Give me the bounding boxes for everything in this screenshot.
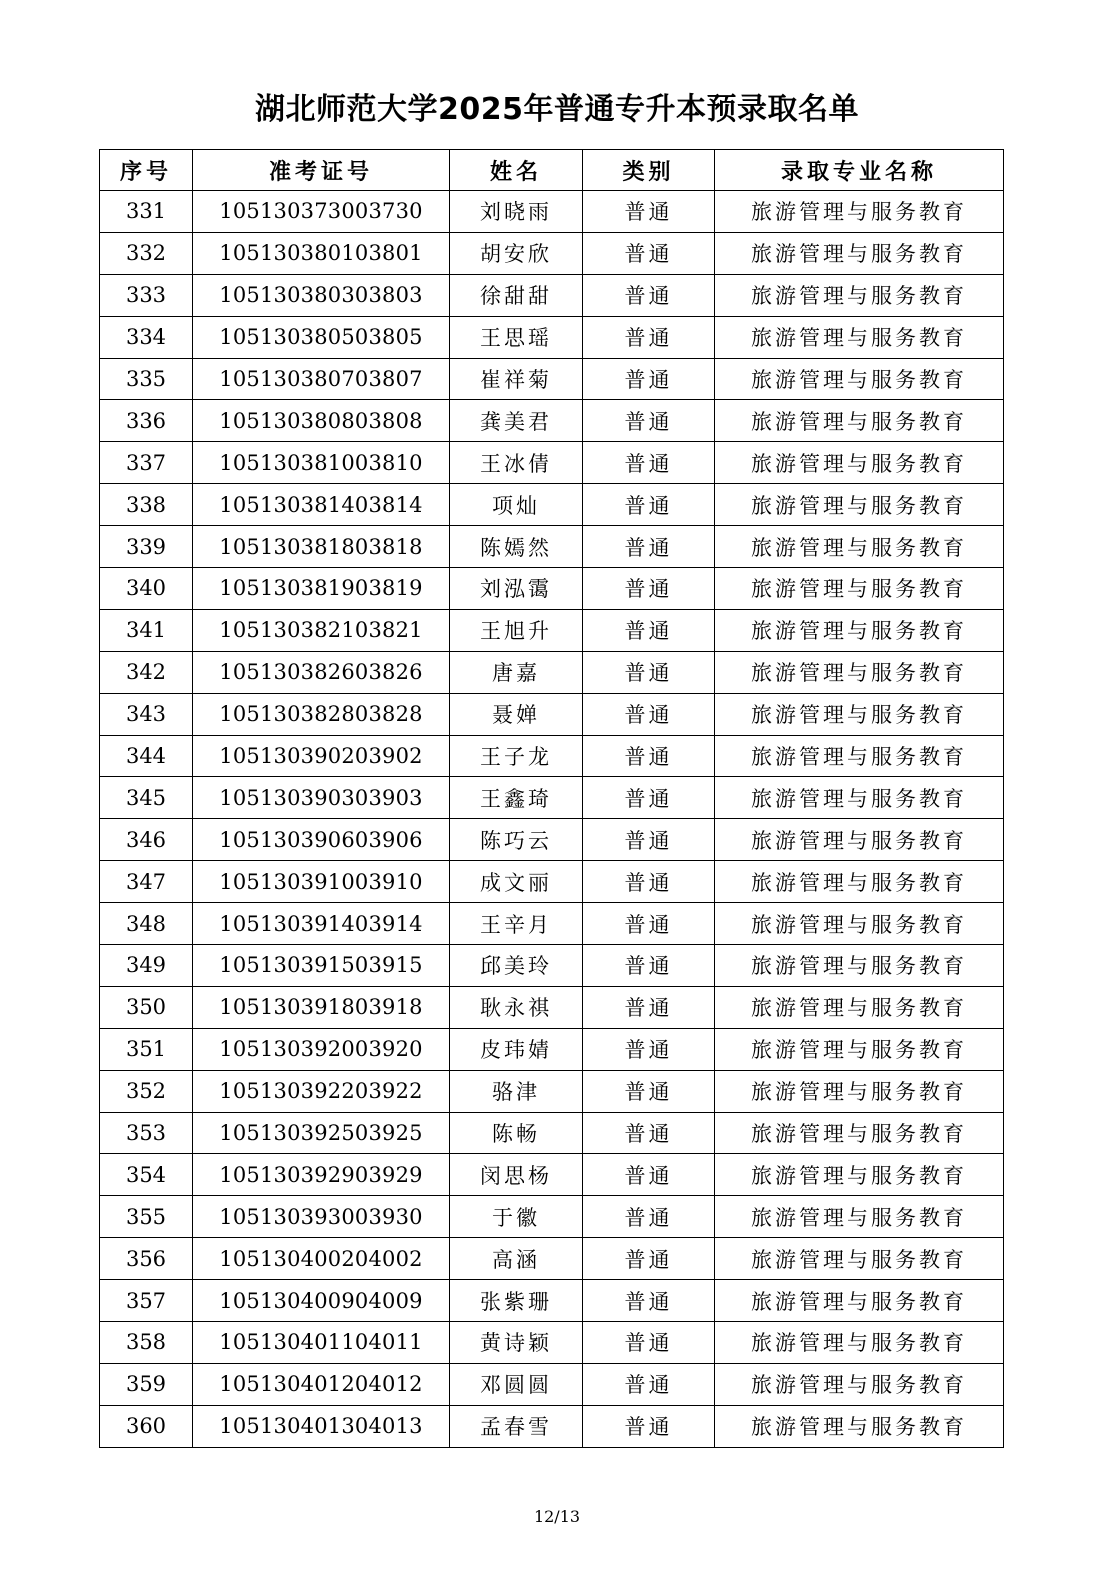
cell-seq: 347 — [100, 861, 193, 903]
cell-category: 普通 — [583, 1322, 715, 1364]
table-header — [100, 150, 1004, 191]
cell-exam-no: 105130392903929 — [193, 1154, 450, 1196]
cell-name: 聂婵 — [450, 693, 583, 735]
cell-seq: 357 — [100, 1280, 193, 1322]
cell-category: 普通 — [583, 191, 715, 233]
cell-category: 普通 — [583, 1238, 715, 1280]
table-row — [100, 358, 1004, 400]
cell-exam-no: 105130382103821 — [193, 609, 450, 651]
cell-name: 刘泓霭 — [450, 568, 583, 610]
cell-seq: 335 — [100, 358, 193, 400]
cell-major: 旅游管理与服务教育 — [715, 1280, 1004, 1322]
cell-major: 旅游管理与服务教育 — [715, 1196, 1004, 1238]
cell-category: 普通 — [583, 1154, 715, 1196]
cell-category: 普通 — [583, 316, 715, 358]
cell-exam-no: 105130393003930 — [193, 1196, 450, 1238]
cell-major: 旅游管理与服务教育 — [715, 1028, 1004, 1070]
cell-major: 旅游管理与服务教育 — [715, 274, 1004, 316]
cell-major: 旅游管理与服务教育 — [715, 693, 1004, 735]
cell-name: 耿永祺 — [450, 986, 583, 1028]
table-row — [100, 1070, 1004, 1112]
cell-category: 普通 — [583, 1280, 715, 1322]
cell-name: 王思瑶 — [450, 316, 583, 358]
cell-seq: 339 — [100, 526, 193, 568]
cell-name: 邓圆圆 — [450, 1363, 583, 1405]
table-row — [100, 861, 1004, 903]
cell-major: 旅游管理与服务教育 — [715, 442, 1004, 484]
cell-category: 普通 — [583, 1028, 715, 1070]
cell-category: 普通 — [583, 484, 715, 526]
cell-exam-no: 105130381403814 — [193, 484, 450, 526]
cell-major: 旅游管理与服务教育 — [715, 903, 1004, 945]
cell-name: 黄诗颖 — [450, 1322, 583, 1364]
table-row — [100, 1363, 1004, 1405]
table-row — [100, 568, 1004, 610]
cell-category: 普通 — [583, 526, 715, 568]
cell-exam-no: 105130380103801 — [193, 232, 450, 274]
table-row — [100, 1196, 1004, 1238]
table-row — [100, 484, 1004, 526]
table-row — [100, 191, 1004, 233]
table-row — [100, 1028, 1004, 1070]
cell-major: 旅游管理与服务教育 — [715, 316, 1004, 358]
cell-exam-no: 105130391503915 — [193, 945, 450, 987]
header-exam-no: 准考证号 — [193, 150, 450, 191]
cell-major: 旅游管理与服务教育 — [715, 191, 1004, 233]
cell-name: 唐嘉 — [450, 651, 583, 693]
cell-category: 普通 — [583, 1112, 715, 1154]
cell-category: 普通 — [583, 568, 715, 610]
cell-exam-no: 105130400904009 — [193, 1280, 450, 1322]
cell-seq: 348 — [100, 903, 193, 945]
cell-exam-no: 105130381803818 — [193, 526, 450, 568]
cell-seq: 340 — [100, 568, 193, 610]
cell-major: 旅游管理与服务教育 — [715, 1363, 1004, 1405]
cell-exam-no: 105130401104011 — [193, 1322, 450, 1364]
cell-category: 普通 — [583, 903, 715, 945]
table-row — [100, 1280, 1004, 1322]
cell-exam-no: 105130380303803 — [193, 274, 450, 316]
cell-exam-no: 105130381003810 — [193, 442, 450, 484]
cell-name: 高涵 — [450, 1238, 583, 1280]
cell-category: 普通 — [583, 735, 715, 777]
table-row — [100, 735, 1004, 777]
cell-major: 旅游管理与服务教育 — [715, 526, 1004, 568]
header-name: 姓名 — [450, 150, 583, 191]
cell-category: 普通 — [583, 274, 715, 316]
cell-category: 普通 — [583, 400, 715, 442]
table-row — [100, 986, 1004, 1028]
cell-major: 旅游管理与服务教育 — [715, 1070, 1004, 1112]
cell-seq: 332 — [100, 232, 193, 274]
cell-major: 旅游管理与服务教育 — [715, 358, 1004, 400]
cell-major: 旅游管理与服务教育 — [715, 400, 1004, 442]
cell-exam-no: 105130401304013 — [193, 1405, 450, 1447]
cell-major: 旅游管理与服务教育 — [715, 1112, 1004, 1154]
cell-name: 张紫珊 — [450, 1280, 583, 1322]
cell-seq: 359 — [100, 1363, 193, 1405]
cell-major: 旅游管理与服务教育 — [715, 861, 1004, 903]
page-number: 12/13 — [533, 1507, 581, 1526]
table-row — [100, 945, 1004, 987]
table-row — [100, 651, 1004, 693]
cell-exam-no: 105130392503925 — [193, 1112, 450, 1154]
cell-name: 邱美玲 — [450, 945, 583, 987]
cell-exam-no: 105130392203922 — [193, 1070, 450, 1112]
cell-exam-no: 105130391803918 — [193, 986, 450, 1028]
cell-category: 普通 — [583, 232, 715, 274]
cell-seq: 338 — [100, 484, 193, 526]
cell-name: 皮玮婧 — [450, 1028, 583, 1070]
cell-seq: 358 — [100, 1322, 193, 1364]
cell-name: 陈巧云 — [450, 819, 583, 861]
cell-exam-no: 105130380803808 — [193, 400, 450, 442]
cell-seq: 352 — [100, 1070, 193, 1112]
cell-name: 骆津 — [450, 1070, 583, 1112]
cell-seq: 336 — [100, 400, 193, 442]
cell-seq: 353 — [100, 1112, 193, 1154]
cell-major: 旅游管理与服务教育 — [715, 945, 1004, 987]
header-seq: 序号 — [100, 150, 193, 191]
cell-exam-no: 105130390203902 — [193, 735, 450, 777]
cell-major: 旅游管理与服务教育 — [715, 651, 1004, 693]
cell-seq: 333 — [100, 274, 193, 316]
table-row — [100, 400, 1004, 442]
table-row — [100, 526, 1004, 568]
cell-exam-no: 105130382803828 — [193, 693, 450, 735]
cell-seq: 344 — [100, 735, 193, 777]
cell-major: 旅游管理与服务教育 — [715, 1322, 1004, 1364]
cell-category: 普通 — [583, 1070, 715, 1112]
cell-seq: 349 — [100, 945, 193, 987]
admission-table — [99, 149, 1004, 1448]
cell-seq: 355 — [100, 1196, 193, 1238]
cell-seq: 360 — [100, 1405, 193, 1447]
cell-name: 项灿 — [450, 484, 583, 526]
cell-category: 普通 — [583, 819, 715, 861]
cell-major: 旅游管理与服务教育 — [715, 609, 1004, 651]
table-row — [100, 1322, 1004, 1364]
cell-exam-no: 105130381903819 — [193, 568, 450, 610]
table-row — [100, 1112, 1004, 1154]
cell-name: 闵思杨 — [450, 1154, 583, 1196]
cell-name: 王子龙 — [450, 735, 583, 777]
cell-seq: 334 — [100, 316, 193, 358]
cell-seq: 342 — [100, 651, 193, 693]
cell-name: 龚美君 — [450, 400, 583, 442]
cell-exam-no: 105130380503805 — [193, 316, 450, 358]
cell-major: 旅游管理与服务教育 — [715, 735, 1004, 777]
cell-major: 旅游管理与服务教育 — [715, 1238, 1004, 1280]
cell-exam-no: 105130380703807 — [193, 358, 450, 400]
cell-name: 徐甜甜 — [450, 274, 583, 316]
cell-name: 王冰倩 — [450, 442, 583, 484]
cell-name: 崔祥菊 — [450, 358, 583, 400]
cell-category: 普通 — [583, 693, 715, 735]
cell-category: 普通 — [583, 777, 715, 819]
cell-seq: 350 — [100, 986, 193, 1028]
cell-seq: 351 — [100, 1028, 193, 1070]
table-row — [100, 442, 1004, 484]
cell-category: 普通 — [583, 1363, 715, 1405]
cell-name: 陈嫣然 — [450, 526, 583, 568]
cell-category: 普通 — [583, 651, 715, 693]
cell-name: 胡安欣 — [450, 232, 583, 274]
cell-exam-no: 105130391003910 — [193, 861, 450, 903]
table-row — [100, 819, 1004, 861]
cell-exam-no: 105130373003730 — [193, 191, 450, 233]
cell-major: 旅游管理与服务教育 — [715, 232, 1004, 274]
cell-category: 普通 — [583, 442, 715, 484]
cell-category: 普通 — [583, 609, 715, 651]
table-row — [100, 1405, 1004, 1447]
cell-seq: 356 — [100, 1238, 193, 1280]
cell-exam-no: 105130390603906 — [193, 819, 450, 861]
table-row — [100, 1154, 1004, 1196]
cell-exam-no: 105130401204012 — [193, 1363, 450, 1405]
page-title: 湖北师范大学2025年普通专升本预录取名单 — [255, 92, 859, 127]
cell-seq: 354 — [100, 1154, 193, 1196]
cell-category: 普通 — [583, 358, 715, 400]
table-row — [100, 232, 1004, 274]
cell-category: 普通 — [583, 1405, 715, 1447]
cell-major: 旅游管理与服务教育 — [715, 1405, 1004, 1447]
table-row — [100, 693, 1004, 735]
cell-major: 旅游管理与服务教育 — [715, 484, 1004, 526]
cell-seq: 345 — [100, 777, 193, 819]
cell-major: 旅游管理与服务教育 — [715, 568, 1004, 610]
cell-name: 王辛月 — [450, 903, 583, 945]
cell-exam-no: 105130392003920 — [193, 1028, 450, 1070]
cell-exam-no: 105130390303903 — [193, 777, 450, 819]
cell-major: 旅游管理与服务教育 — [715, 777, 1004, 819]
table-row — [100, 316, 1004, 358]
header-row — [100, 150, 1004, 191]
cell-exam-no: 105130400204002 — [193, 1238, 450, 1280]
cell-exam-no: 105130382603826 — [193, 651, 450, 693]
cell-category: 普通 — [583, 945, 715, 987]
cell-seq: 341 — [100, 609, 193, 651]
cell-seq: 337 — [100, 442, 193, 484]
cell-seq: 346 — [100, 819, 193, 861]
cell-name: 王旭升 — [450, 609, 583, 651]
cell-category: 普通 — [583, 861, 715, 903]
cell-name: 成文丽 — [450, 861, 583, 903]
table-row — [100, 274, 1004, 316]
cell-name: 孟春雪 — [450, 1405, 583, 1447]
table-row — [100, 903, 1004, 945]
cell-category: 普通 — [583, 1196, 715, 1238]
table-row — [100, 777, 1004, 819]
cell-major: 旅游管理与服务教育 — [715, 1154, 1004, 1196]
cell-name: 陈畅 — [450, 1112, 583, 1154]
cell-major: 旅游管理与服务教育 — [715, 819, 1004, 861]
header-major: 录取专业名称 — [715, 150, 1004, 191]
table-row — [100, 609, 1004, 651]
header-category: 类别 — [583, 150, 715, 191]
table-body — [100, 191, 1004, 1448]
cell-category: 普通 — [583, 986, 715, 1028]
cell-exam-no: 105130391403914 — [193, 903, 450, 945]
cell-major: 旅游管理与服务教育 — [715, 986, 1004, 1028]
cell-name: 王鑫琦 — [450, 777, 583, 819]
cell-name: 于徽 — [450, 1196, 583, 1238]
cell-seq: 331 — [100, 191, 193, 233]
cell-seq: 343 — [100, 693, 193, 735]
cell-name: 刘晓雨 — [450, 191, 583, 233]
table-row — [100, 1238, 1004, 1280]
